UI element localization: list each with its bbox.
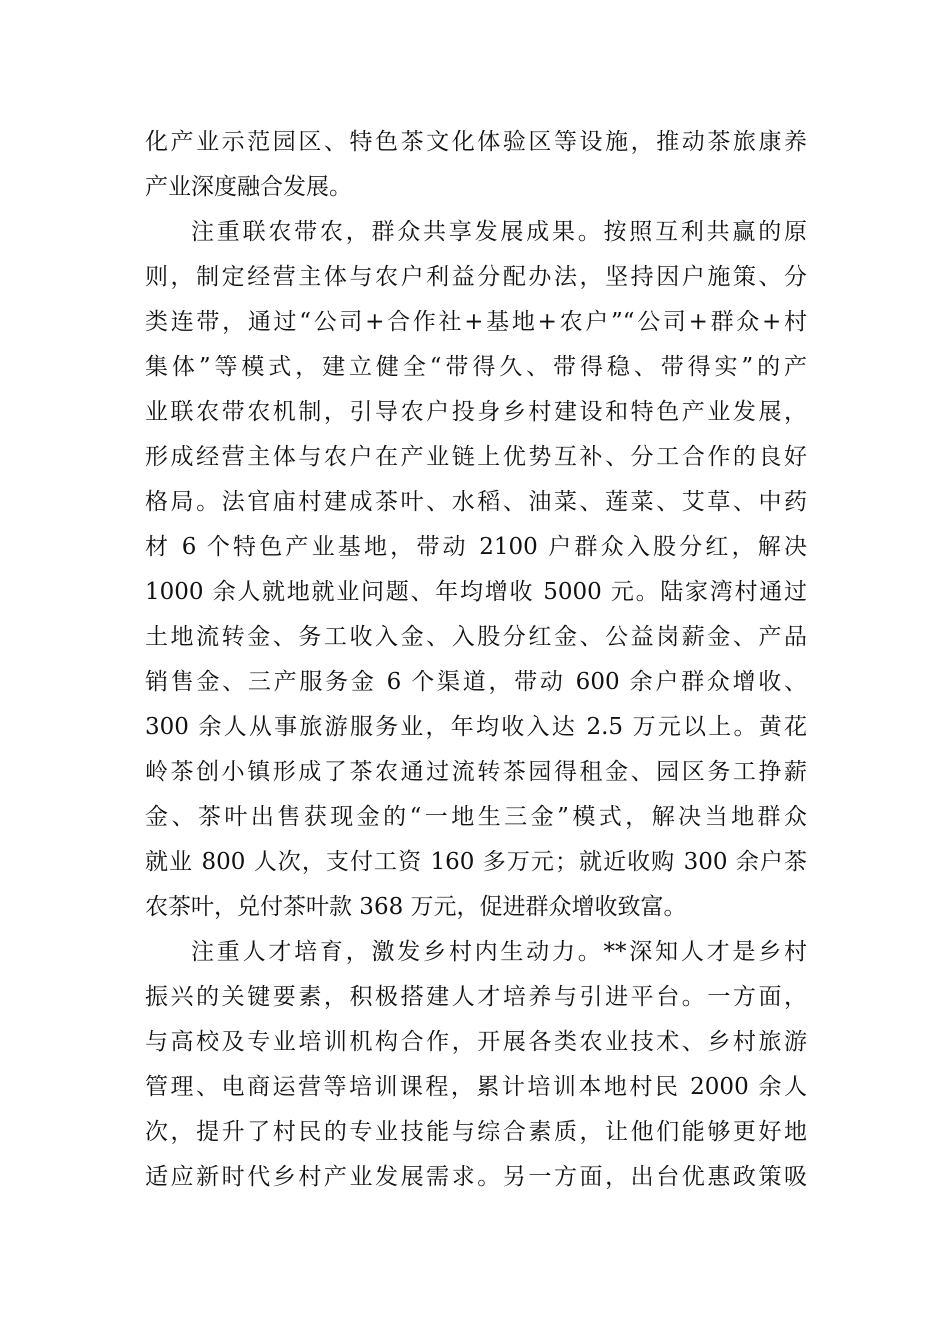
text-line: 类连带，通过“公司+合作社+基地+农户”“公司+群众+村 (145, 309, 807, 335)
text-line: 就业 800 人次，支付工资 160 多万元；就近收购 300 余户茶 (145, 849, 807, 875)
paragraph-1 (145, 120, 807, 210)
text-line: 产业深度融合发展。 (145, 174, 352, 200)
text-line: 业联农带农机制，引导农户投身乡村建设和特色产业发展， (145, 399, 807, 425)
text-line: 适应新时代乡村产业发展需求。另一方面，出台优惠政策吸 (145, 1164, 807, 1190)
text-line: 注重人才培育，激发乡村内生动力。**深知人才是乡村 (191, 939, 807, 965)
text-line: 格局。法官庙村建成茶叶、水稻、油菜、莲菜、艾草、中药 (145, 489, 807, 515)
text-line: 1000 余人就地就业问题、年均增收 5000 元。陆家湾村通过 (145, 579, 807, 605)
text-line: 次，提升了村民的专业技能与综合素质，让他们能够更好地 (145, 1119, 807, 1145)
text-line: 材 6 个特色产业基地，带动 2100 户群众入股分红，解决 (145, 534, 807, 560)
text-line: 与高校及专业培训机构合作，开展各类农业技术、乡村旅游 (145, 1029, 807, 1055)
paragraph-2 (145, 210, 807, 930)
text-line: 形成经营主体与农户在产业链上优势互补、分工合作的良好 (145, 444, 807, 470)
text-line: 管理、电商运营等培训课程，累计培训本地村民 2000 余人 (145, 1074, 807, 1100)
text-line: 农茶叶，兑付茶叶款 368 万元，促进群众增收致富。 (145, 894, 687, 920)
text-line: 化产业示范园区、特色茶文化体验区等设施，推动茶旅康养 (145, 129, 807, 155)
text-line: 岭茶创小镇形成了茶农通过流转茶园得租金、园区务工挣薪 (145, 759, 807, 785)
text-line: 300 余人从事旅游服务业，年均收入达 2.5 万元以上。黄花 (145, 714, 807, 740)
text-line: 金、茶叶出售获现金的“一地生三金”模式，解决当地群众 (145, 804, 807, 830)
document-body (145, 120, 807, 1200)
text-line: 集体”等模式，建立健全“带得久、带得稳、带得实”的产 (145, 354, 807, 380)
text-line: 则，制定经营主体与农户利益分配办法，坚持因户施策、分 (145, 264, 807, 290)
text-line: 振兴的关键要素，积极搭建人才培养与引进平台。一方面， (145, 984, 807, 1010)
paragraph-3 (145, 930, 807, 1200)
text-line: 土地流转金、务工收入金、入股分红金、公益岗薪金、产品 (145, 624, 807, 650)
text-line: 销售金、三产服务金 6 个渠道，带动 600 余户群众增收、 (145, 669, 807, 695)
text-line: 注重联农带农，群众共享发展成果。按照互利共赢的原 (191, 219, 807, 245)
